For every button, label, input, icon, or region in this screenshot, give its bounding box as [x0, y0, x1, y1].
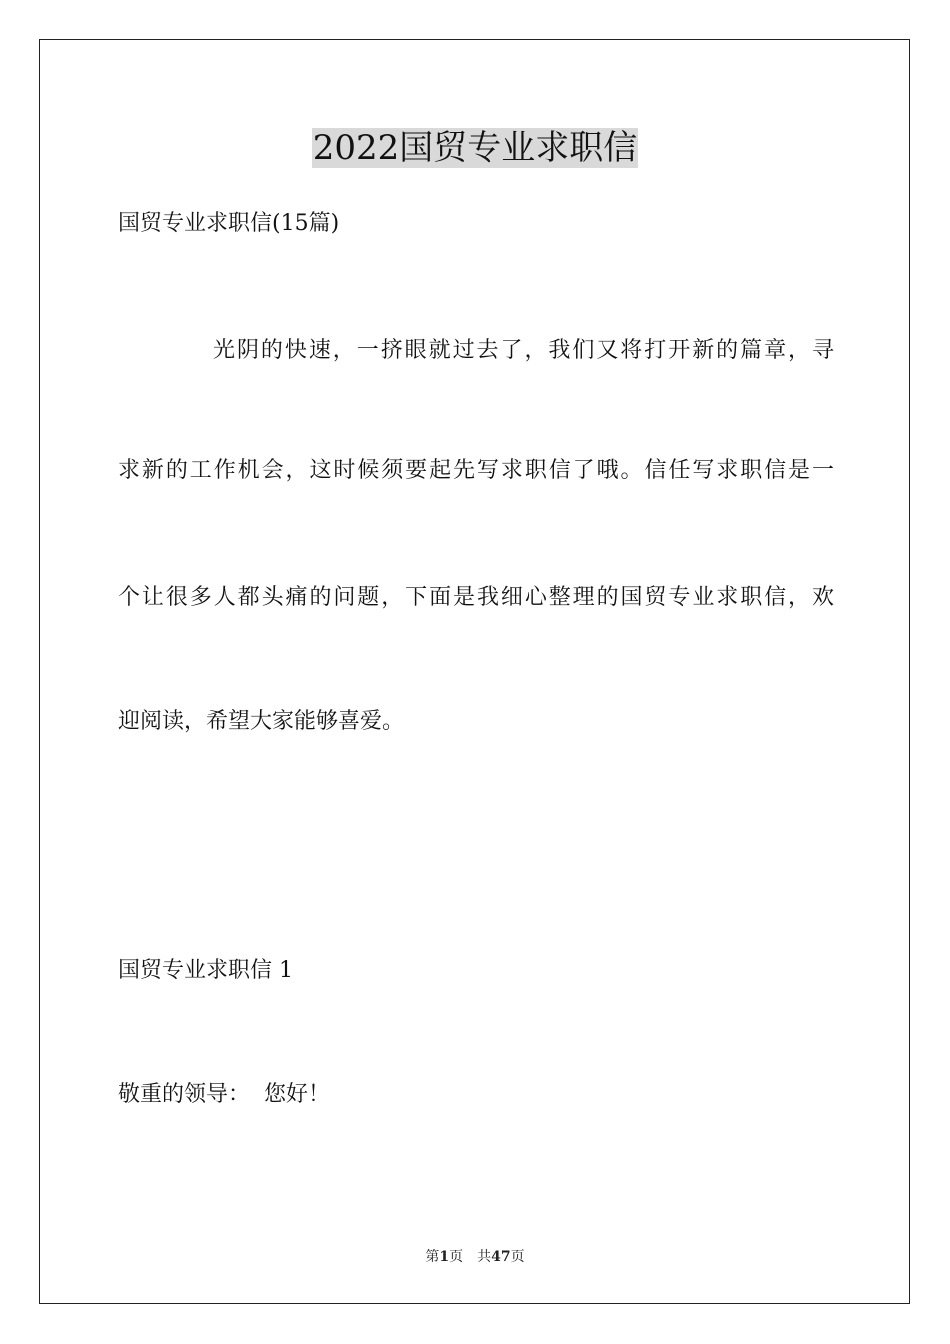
total-suffix: 页 — [510, 1249, 525, 1265]
document-subtitle: 国贸专业求职信(15篇) — [118, 211, 340, 236]
intro-line-1: 光阴的快速，一挤眼就过去了，我们又将打开新的篇章，寻 — [213, 338, 834, 363]
salutation: 敬重的领导： 您好！ — [118, 1082, 330, 1107]
document-title — [0, 127, 950, 169]
document-title-text: 2022国贸专业求职信 — [312, 128, 638, 168]
page-suffix: 页 — [449, 1249, 464, 1265]
total-pages: 47 — [491, 1249, 511, 1265]
intro-line-3: 个让很多人都头痛的问题，下面是我细心整理的国贸专业求职信，欢 — [118, 585, 834, 610]
section-heading: 国贸专业求职信 1 — [118, 958, 293, 983]
intro-line-4: 迎阅读，希望大家能够喜爱。 — [118, 709, 405, 734]
intro-line-2: 求新的工作机会，这时候须要起先写求职信了哦。信任写求职信是一 — [118, 458, 834, 483]
total-prefix: 共 — [477, 1249, 492, 1265]
page-footer — [0, 1247, 950, 1267]
page-number: 1 — [439, 1249, 450, 1265]
page-prefix: 第 — [425, 1249, 440, 1265]
